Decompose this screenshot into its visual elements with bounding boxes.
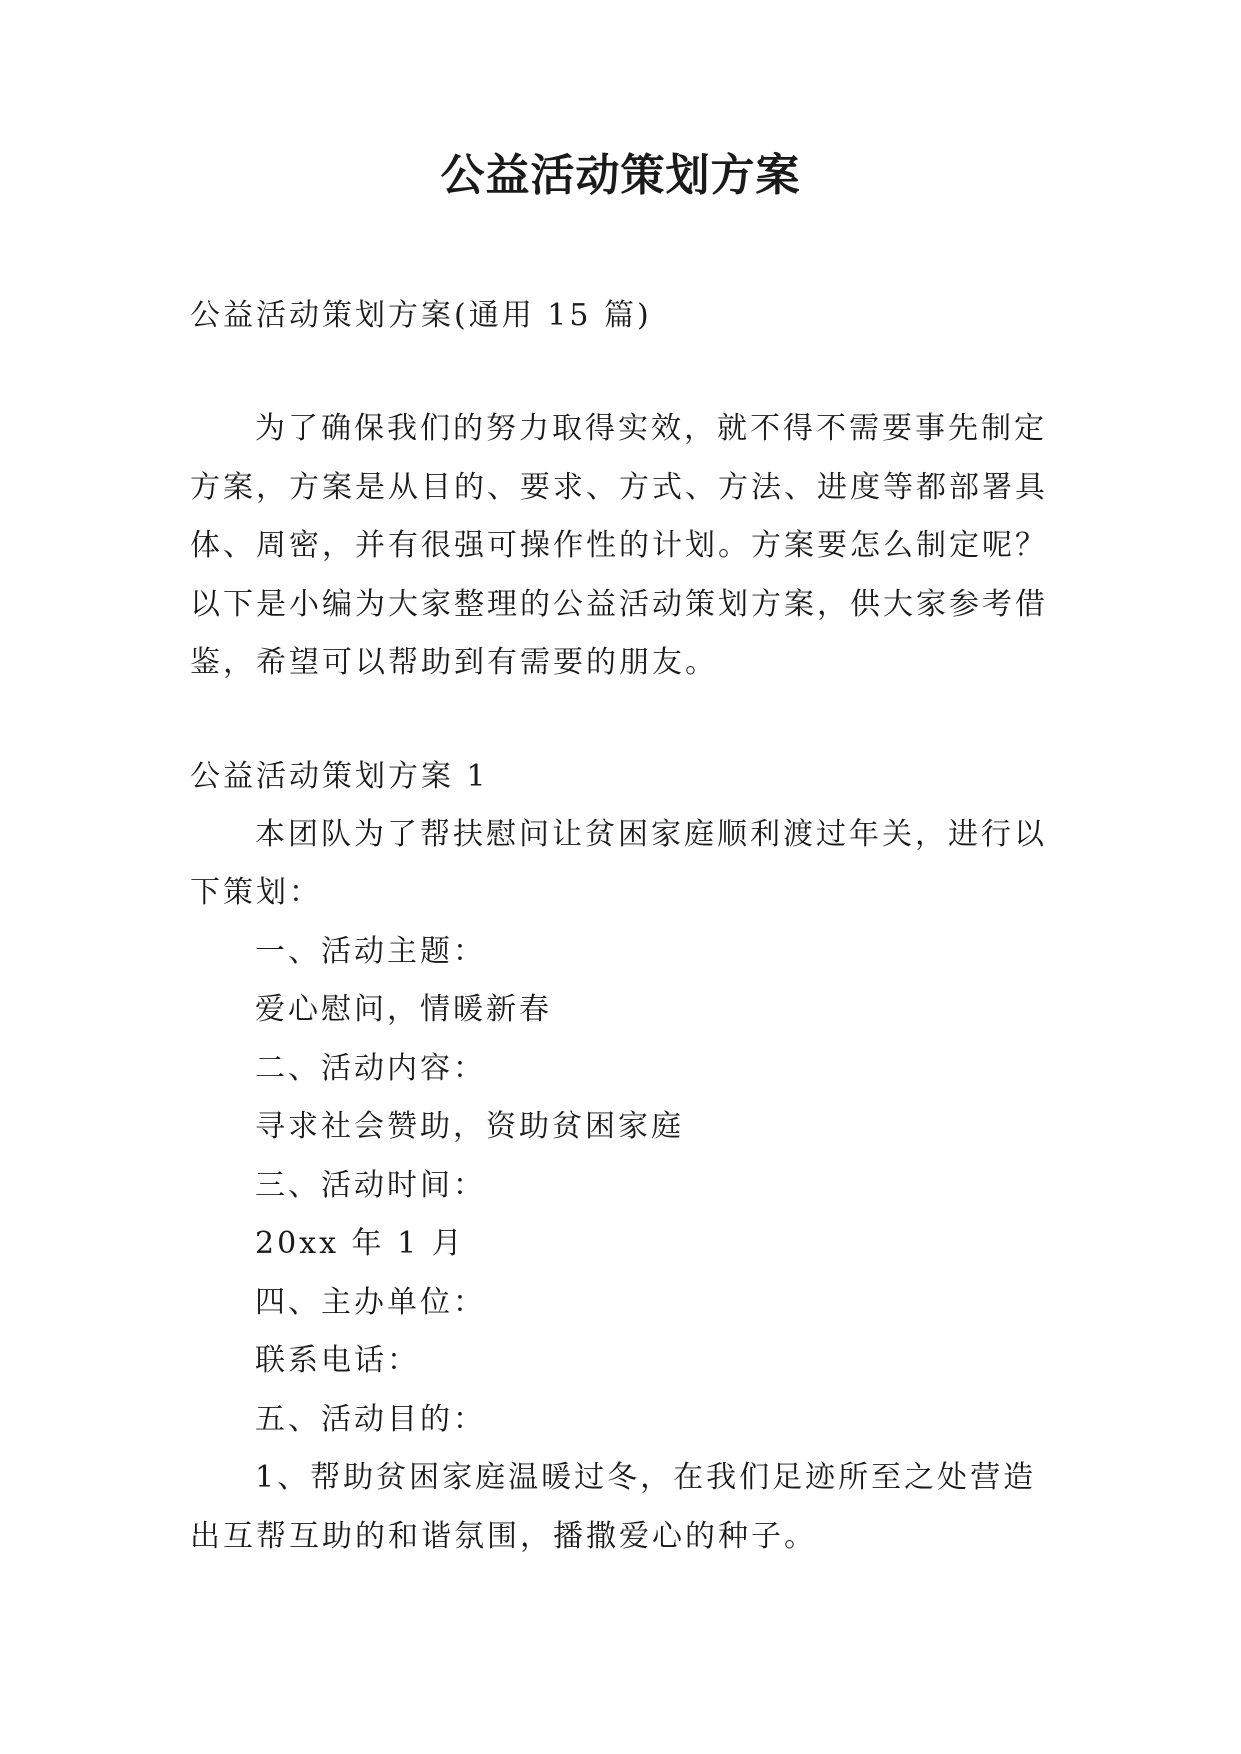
document-title: 公益活动策划方案 — [440, 150, 801, 201]
section-line: 三、活动时间： — [255, 1168, 486, 1203]
section-line: 爱心慰问，情暖新春 — [255, 992, 552, 1027]
section-line: 20xx 年 1 月 — [255, 1226, 465, 1261]
section-line: 四、主办单位： — [255, 1285, 486, 1320]
section-line: 本团队为了帮扶慰问让贫困家庭顺利渡过年关，进行以 — [255, 817, 1047, 852]
section-line: 寻求社会赞助，资助贫困家庭 — [255, 1109, 684, 1144]
intro-line: 以下是小编为大家整理的公益活动策划方案，供大家参考借 — [190, 587, 1048, 622]
intro-line: 鉴，希望可以帮助到有需要的朋友。 — [190, 645, 718, 680]
intro-line: 为了确保我们的努力取得实效，就不得不需要事先制定 — [255, 411, 1047, 446]
section-line: 1、帮助贫困家庭温暖过冬，在我们足迹所至之处营造 — [255, 1460, 1037, 1495]
intro-line: 体、周密，并有很强可操作性的计划。方案要怎么制定呢？ — [190, 528, 1048, 563]
section-line: 五、活动目的： — [255, 1402, 486, 1437]
section-line: 出互帮互助的和谐氛围，播撒爱心的种子。 — [190, 1519, 817, 1554]
intro-line: 方案，方案是从目的、要求、方式、方法、进度等都部署具 — [190, 470, 1048, 505]
section-line: 联系电话： — [255, 1343, 420, 1378]
document-subtitle: 公益活动策划方案(通用 15 篇) — [190, 298, 652, 333]
section-line: 下策划： — [190, 875, 322, 910]
section-heading: 公益活动策划方案 1 — [190, 759, 489, 794]
section-line: 二、活动内容： — [255, 1051, 486, 1086]
section-line: 一、活动主题： — [255, 934, 486, 969]
